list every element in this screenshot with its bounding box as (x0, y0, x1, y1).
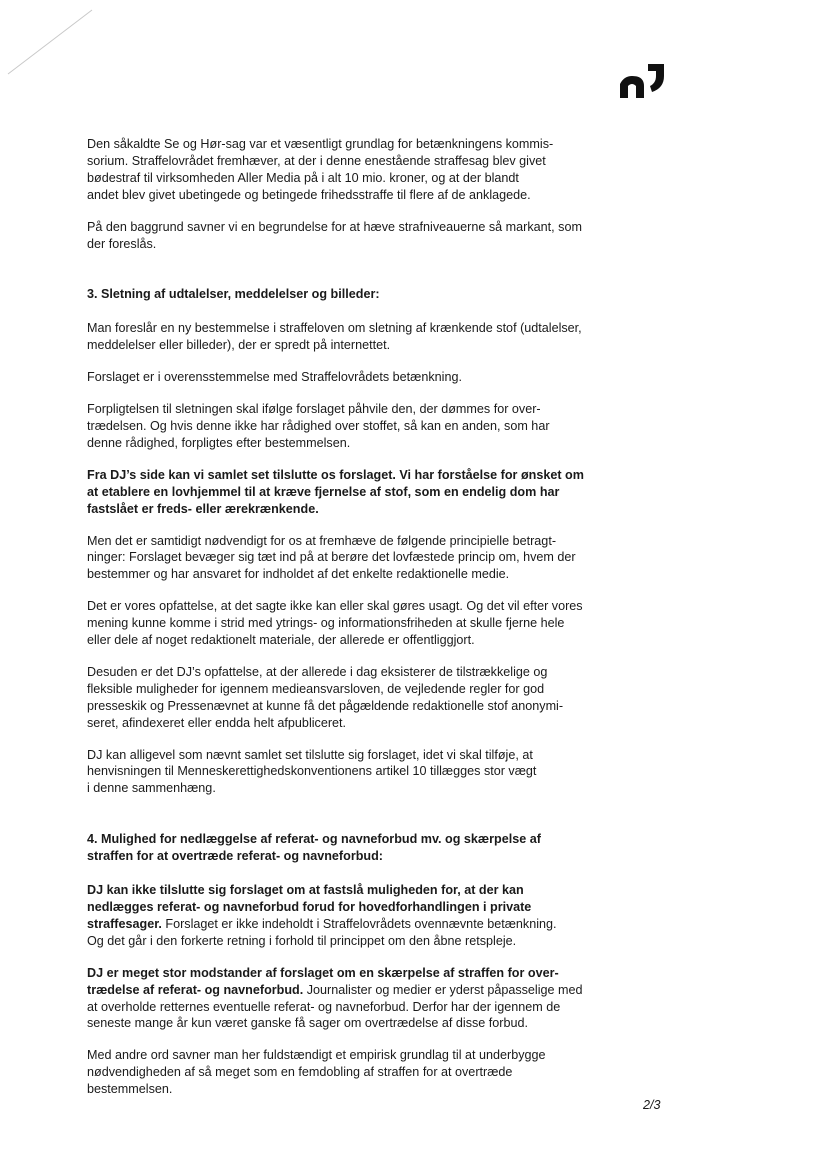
paragraph-baggrund: På den baggrund savner vi en begrundelse for at hæve strafniveauerne så markant, som der foreslås. (87, 219, 582, 251)
dj-logo (618, 62, 670, 98)
paragraph-dj-tilslutning: Fra DJ’s side kan vi samlet set tilslutte os forslaget. Vi har forståelse for ønsket om at etablere en lovhjemmel til at kræve fjernelse af stof, som en endelig dom har fastslået er freds- eller ærekrænkende. (87, 467, 584, 516)
paragraph-forpligtelse: Forpligtelsen til sletningen skal ifølge forslaget påhvile den, der dømmes for over- trædelsen. Og hvis denne ikke har rådighed over stoffet, så kan en anden, som har denne rådighed, forpligtes efter bestemmelsen. (87, 402, 550, 450)
paragraph-overensstemmelse: Forslaget er i overensstemmelse med Straffelovrådets betænkning. (87, 370, 462, 385)
section-heading-4: 4. Mulighed for nedlæggelse af referat- og navneforbud mv. og skærpelse af straffen for at overtræde referat- og navneforbud: (87, 832, 541, 864)
letter-body (87, 136, 627, 1098)
paragraph-principielle: Men det er samtidigt nødvendigt for os at fremhæve de følgende principielle betragt- ninger: Forslaget bevæger sig tæt ind på at berøre det lovfæstede princip om, hvem der bestemmer og har ansvaret for indholdet af det enkelte redaktionelle medie. (87, 533, 576, 582)
paragraph-referatforbud: DJ kan ikke tilslutte sig forslaget om at fastslå muligheden for, at der kan nedlægges referat- og navneforbud forud for hovedforhandlingen i private straffesager. Forslaget er ikke indeholdt i Straffelovrådets ovennævnte betænkning. Og det går i den forkerte retning i forhold til princippet om den åbne retspleje. (87, 883, 557, 948)
paragraph-alligevel: DJ kan alligevel som nævnt samlet set tilslutte sig forslaget, idet vi skal tilføje, at henvisningen til Menneskerettighedskonventionens artikel 10 tillægges stor vægt i denne sammenhæng. (87, 747, 537, 796)
paragraph-empirisk: Med andre ord savner man her fuldstændigt et empirisk grundlag til at underbygge nødvendigheden af så meget som en femdobling af straffen for at overtræde bestemmelsen. (87, 1048, 546, 1097)
paragraph-opfattelse: Det er vores opfattelse, at det sagte ikke kan eller skal gøres usagt. Og det vil efter vores mening kunne komme i strid med ytrings- og informationsfriheden at skulle fjerne hele eller dele af noget redaktionelt materiale, der allerede er offentliggjort. (87, 599, 583, 648)
scan-corner-line (0, 0, 100, 80)
page-number: 2/3 (643, 1098, 661, 1112)
paragraph-se-og-hoer: Den såkaldte Se og Hør-sag var et væsentligt grundlag for betænkningens kommis- sorium. Straffelovrådet fremhæver, at der i denne enestående straffesag blev givet bødestraf til virksomheden Aller Media på i alt 10 mio. kroner, og at der blandt andet blev givet ubetingede og betingede frihedsstraffe til flere af de anklagede. (87, 137, 554, 202)
paragraph-sletning-forslag: Man foreslår en ny bestemmelse i straffeloven om sletning af krænkende stof (udtalelser, meddelelser eller billeder), der er spredt på internettet. (87, 321, 582, 353)
paragraph-skaerpelse: DJ er meget stor modstander af forslaget om en skærpelse af straffen for over- trædelse af referat- og navneforbud. Journalister og medier er yderst påpasselige med at overholde retternes eventuelle referat- og navneforbud. Derfor har der igennem de seneste mange år kun været ganske få sager om overtrædelse af disse forbud. (87, 965, 583, 1031)
section-heading-3: 3. Sletning af udtalelser, meddelelser og billeder: (87, 287, 380, 302)
paragraph-desuden: Desuden er det DJ’s opfattelse, at der allerede i dag eksisterer de tilstrækkelige og fleksible muligheder for igennem medieansvarsloven, de vejledende regler for god presseskik og Pressenævnet at kunne få det pågældende redaktionelle stof anonymi- seret, afindexeret eller endda helt afpubliceret. (87, 664, 564, 730)
